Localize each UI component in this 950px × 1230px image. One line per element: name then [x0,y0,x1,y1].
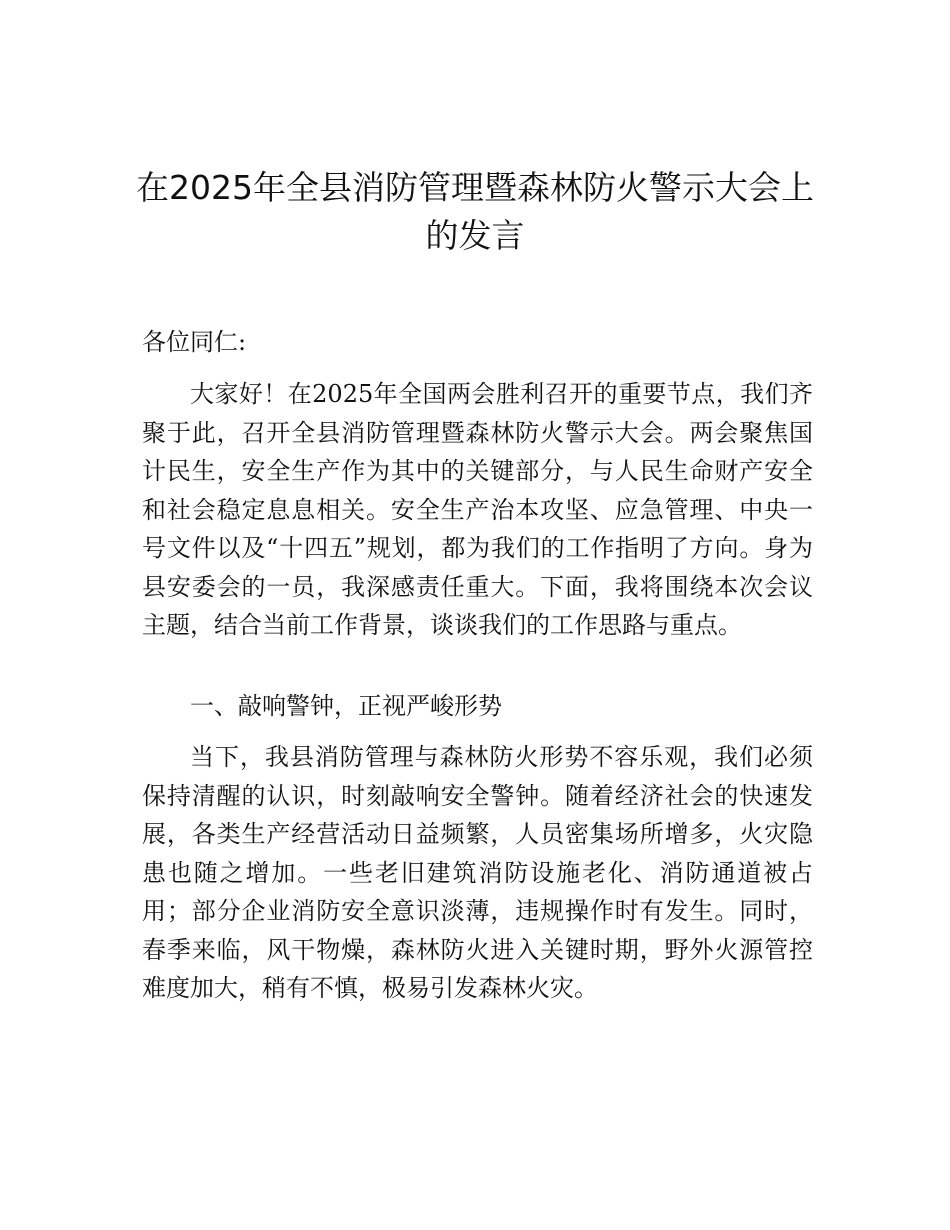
document-title: 在2025年全县消防管理暨森林防火警示大会上的发言 [136,168,814,255]
section-heading: 一、敲响警钟，正视严峻形势 [190,692,502,720]
paragraph-opening: 大家好！在2025年全国两会胜利召开的重要节点，我们齐聚于此，召开全县消防管理暨森林防火警示大会。两会聚焦国计民生，安全生产作为其中的关键部分，与人民生命财产安全和社会稳定息息相关。安全生产治本攻坚、应急管理、中央一号文件以及“十四五”规划，都为我们的工作指明了方向。身为县安委会的一员，我深感责任重大。下面，我将围绕本次会议主题，结合当前工作背景，谈谈我们的工作思路与重点。 [142,380,813,639]
salutation: 各位同仁: [142,328,247,356]
paragraph-situation: 当下，我县消防管理与森林防火形势不容乐观，我们必须保持清醒的认识，时刻敲响安全警钟。随着经济社会的快速发展，各类生产经营活动日益频繁，人员密集场所增多，火灾隐患也随之增加。一些老旧建筑消防设施老化、消防通道被占用；部分企业消防安全意识淡薄，违规操作时有发生。同时，春季来临，风干物燥，森林防火进入关键时期，野外火源管控难度加大，稍有不慎，极易引发森林火灾。 [142,743,813,1002]
